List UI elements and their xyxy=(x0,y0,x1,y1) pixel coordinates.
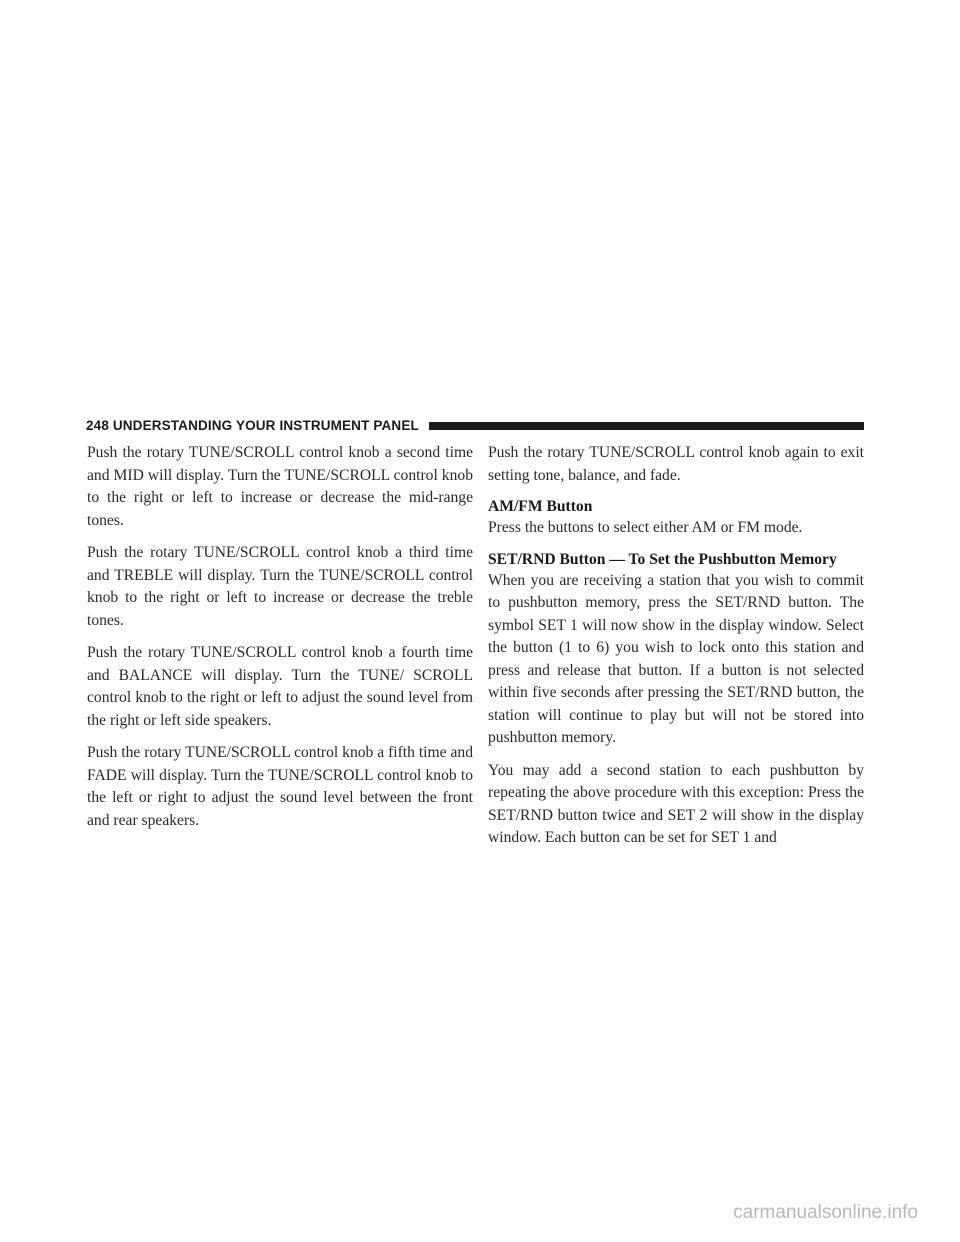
body-paragraph: Push the rotary TUNE/SCROLL control knob a fifth time and FADE will display. Turn the TUNE/SCROLL control knob to the left or right to adjust the sound level between the front and rear speakers. xyxy=(87,744,473,829)
body-paragraph: Press the buttons to select either AM or FM mode. xyxy=(488,519,803,536)
left-column xyxy=(87,442,473,842)
body-paragraph: You may add a second station to each pushbutton by repeating the above procedure with this exception: Press the SET/RND button twice and SET 2 will show in the display window. Each button can be set for SET 1 and xyxy=(488,761,864,846)
body-paragraph: Push the rotary TUNE/SCROLL control knob a second time and MID will display. Turn the TUNE/SCROLL control knob to the right or left to increase or decrease the mid-range tones. xyxy=(87,444,473,529)
body-paragraph: When you are receiving a station that you wish to commit to pushbutton memory, press the SET/RND button. The symbol SET 1 will now show in the display window. Select the button (1 to 6) you wish to lock onto this station and press and release that button. If a button is not selected within five seconds after pressing the SET/RND button, the station will continue to play but will not be stored into pushbutton memory. xyxy=(488,571,864,746)
section-heading-set-rnd: SET/RND Button — To Set the Pushbutton Memory xyxy=(488,550,837,568)
body-paragraph: Push the rotary TUNE/SCROLL control knob again to exit setting tone, balance, and fade. xyxy=(488,444,864,484)
body-paragraph: Push the rotary TUNE/SCROLL control knob a third time and TREBLE will display. Turn the TUNE/SCROLL control knob to the right or left to increase or decrease the treble tones. xyxy=(87,544,473,629)
site-watermark: carmanualsonline.info xyxy=(733,1202,918,1223)
page-header xyxy=(86,416,864,436)
body-paragraph: Push the rotary TUNE/SCROLL control knob a fourth time and BALANCE will display. Turn the TUNE/ SCROLL control knob to the right or left to adjust the sound level from the right or left side speakers. xyxy=(87,644,473,729)
page-title: 248 UNDERSTANDING YOUR INSTRUMENT PANEL xyxy=(86,416,429,436)
right-column xyxy=(488,442,864,860)
section-heading-am-fm: AM/FM Button xyxy=(488,498,593,515)
